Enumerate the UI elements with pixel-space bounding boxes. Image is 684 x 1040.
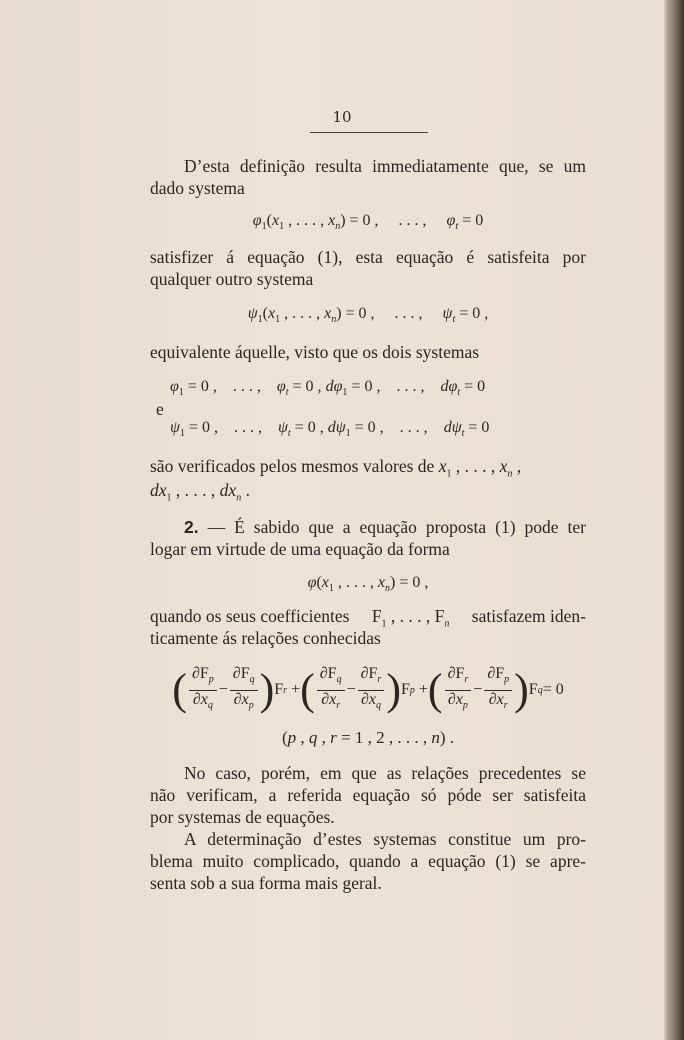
text-line: A determinação d’estes systemas constitue um pro- <box>184 829 586 849</box>
equation-phi-form: $\varphi(x_1$ , . . . , $x_n) = 0$ , <box>307 574 429 595</box>
equation-psi: $\psi_1(x_1$ , . . . , $x_n) = 0$ , . . . , $\psi_t = 0$ , <box>247 305 489 326</box>
text-line: equivalente áquelle, visto que os dois systemas <box>150 342 480 362</box>
text-line: não verificam, a referida equação só póde ser satisfeita <box>150 785 586 805</box>
text-line: por systemas de equações. <box>150 807 335 827</box>
text-line: qualquer outro systema <box>150 269 314 289</box>
text-line: são verificados pelos mesmos valores de $x_1$ , . . . , $x_n$ , <box>150 456 522 480</box>
text-line: senta sob a sua forma mais geral. <box>150 873 382 893</box>
equation-psi-system: $\psi_1 = 0$ , . . . , $\psi_t = 0$ , $d\psi_1 = 0$ , . . . , $d\psi_t = 0$ <box>170 419 490 440</box>
equation-indices: (p , q , r = 1 , 2 , . . . , n) . <box>281 728 455 747</box>
text-line: D’esta definição resulta immediatamente que, se um <box>184 156 586 176</box>
text-fragment: — É sabido que a equação proposta (1) pode ter <box>198 517 586 537</box>
equation-phi: $\varphi_1(x_1$ , . . . , $x_n) = 0$ , . . . , $\varphi_t = 0$ <box>252 212 484 233</box>
text-line: satisfizer á equação (1), esta equação é satisfeita por <box>150 247 586 267</box>
section-number: 2. <box>184 517 199 537</box>
page-number: 10 <box>332 108 352 126</box>
text-fragment: quando os seus coefficientes <box>150 606 350 626</box>
section-2-first-line <box>150 516 586 538</box>
text-fragment: satisfazem iden- <box>471 606 586 626</box>
connector-e: e <box>156 399 164 419</box>
text-line: blema muito complicado, quando a equação (1) se apre- <box>150 851 586 871</box>
equation-relations: ( $\frac{\partial F_p}{\partial x_q}$ − $\frac{\partial F_q}{\partial x_p}$ ) F r + ( $\frac{\partial F_q}{\partial x_r}$ − $\frac{\partial F_r}{\partial x_q}$ ) F p + ( $\frac{\partial F_r}{\partial x_p}$ − $\frac{\partial F_p}{\partial x_r}$ ) F q = 0 <box>172 665 564 714</box>
text-line: dado systema <box>150 178 245 198</box>
page-edge-highlight <box>664 0 666 1040</box>
header-rule <box>310 132 428 133</box>
text-line: ticamente ás relações conhecidas <box>150 628 381 648</box>
page-edge-shadow <box>666 0 684 1040</box>
text-fragment: são verificados pelos mesmos valores de <box>150 456 435 476</box>
equation-phi-system: $\varphi_1 = 0$ , . . . , $\varphi_t = 0$ , $d\varphi_1 = 0$ , . . . , $d\varphi_t = 0$ <box>170 378 486 399</box>
text-line: logar em virtude de uma equação da forma <box>150 539 450 559</box>
coefficients: $F_1$ , . . . , $F_n$ <box>371 606 450 630</box>
text-line-differentials: $dx_1$ , . . . , $dx_n$ . <box>150 480 250 504</box>
text-line: No caso, porém, em que as relações precedentes se <box>184 763 586 783</box>
